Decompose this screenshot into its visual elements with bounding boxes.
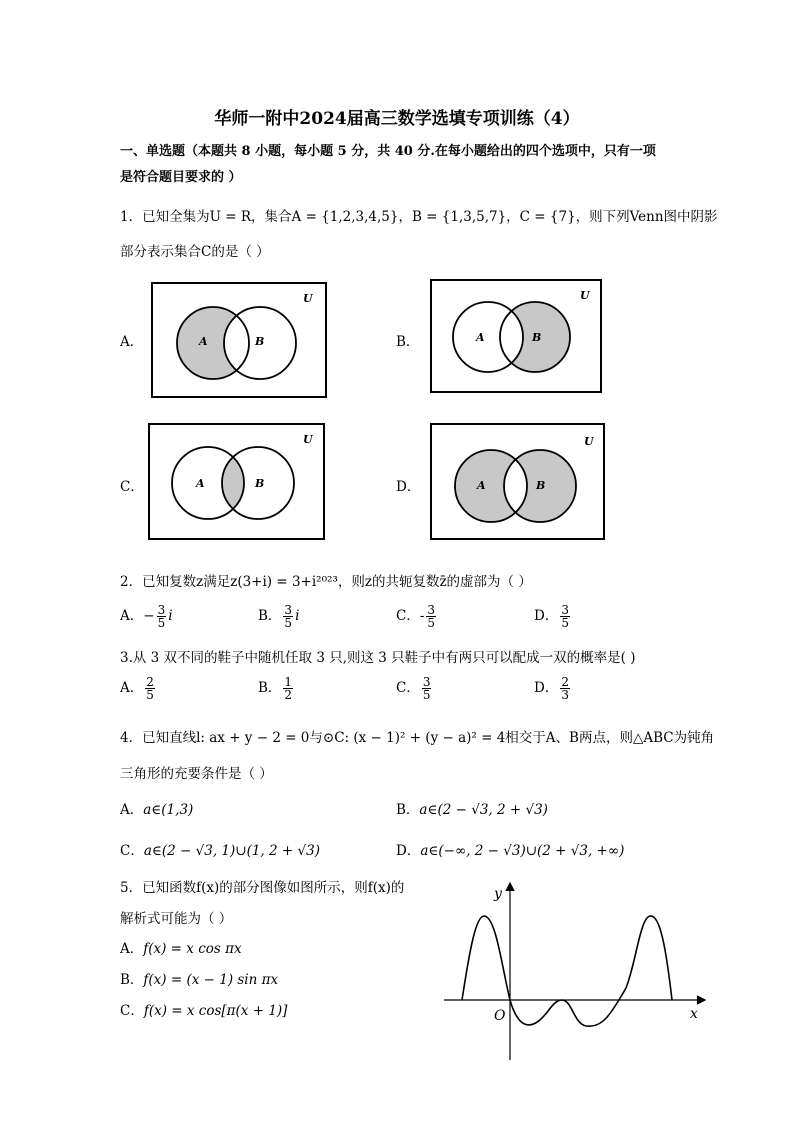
option-letter: B． (396, 802, 420, 818)
option-letter: A． (120, 608, 144, 624)
venn-diagram-c (148, 423, 325, 540)
section-header-line2: 是符合题目要求的 ） (120, 170, 242, 185)
option-fraction: $\frac{1}{2}$ (284, 675, 293, 702)
q4-option-b[interactable] (396, 798, 548, 818)
q1-option-c-letter[interactable]: C． (120, 479, 144, 495)
label-b: B (536, 479, 546, 492)
q3-option-c[interactable] (396, 676, 433, 701)
option-letter: D． (534, 680, 559, 696)
q2-option-b[interactable] (258, 604, 299, 629)
option-fraction: $\frac{3}{5}$ (427, 603, 436, 630)
option-sign: − (143, 608, 155, 624)
option-letter: B． (258, 608, 282, 624)
option-text: f(x) = x cos[π(x + 1)] (143, 1003, 288, 1019)
q3-stem: 3.从 3 双不同的鞋子中随机任取 3 只,则这 3 只鞋子中有两只可以配成一双的概率是( ) (120, 650, 636, 666)
q2-option-c[interactable] (396, 604, 438, 629)
option-letter: D． (396, 843, 421, 859)
option-fraction: $\frac{3}{5}$ (157, 603, 166, 630)
x-axis-label: x (690, 1006, 698, 1022)
option-text: f(x) = (x − 1) sin πx (143, 972, 279, 988)
q5-stem-line2: 解析式可能为（ ） (120, 911, 233, 927)
option-fraction: $\frac{3}{5}$ (284, 603, 293, 630)
option-fraction: $\frac{3}{5}$ (561, 603, 569, 630)
page-title: 华师一附中2024届高三数学选填专项训练（4） (214, 109, 580, 129)
q2-option-d[interactable] (534, 604, 572, 629)
q1-option-b-letter[interactable]: B． (396, 334, 420, 350)
q4-option-c[interactable] (120, 839, 320, 859)
venn-diagram-a (151, 282, 327, 398)
option-fraction: $\frac{2}{3}$ (561, 675, 569, 702)
q3-option-d[interactable] (534, 676, 572, 701)
option-letter: B． (258, 680, 282, 696)
option-letter: D． (534, 608, 559, 624)
q5-stem-line1: 5．已知函数f(x)的部分图像如图所示，则f(x)的 (120, 880, 405, 896)
q4-option-a[interactable] (120, 798, 193, 818)
q3-option-b[interactable] (258, 676, 295, 701)
option-text: a∈(2 − √3, 2 + √3) (419, 802, 548, 818)
q5-option-b[interactable] (120, 968, 278, 988)
option-text: a∈(1,3) (143, 802, 194, 818)
option-letter: A． (120, 680, 144, 696)
option-text: a∈(−∞, 2 − √3)∪(2 + √3, +∞) (420, 843, 625, 859)
origin-label: O (494, 1008, 506, 1024)
q3-option-a[interactable] (120, 676, 157, 701)
label-u: U (303, 292, 313, 305)
label-b: B (255, 477, 265, 490)
label-a: A (199, 335, 208, 348)
label-u: U (584, 435, 594, 448)
label-a: A (476, 331, 485, 344)
option-unit: i (295, 608, 300, 624)
option-letter: C． (396, 680, 420, 696)
venn-diagram-b (430, 279, 602, 393)
option-fraction: $\frac{3}{5}$ (422, 675, 431, 702)
q4-stem-line1: 4．已知直线l: ax + y − 2 = 0与⊙C: (x − 1)² + (y − a)² = 4相交于A、B两点，则△ABC为钝角 (120, 730, 715, 746)
label-u: U (303, 433, 313, 446)
option-letter: C． (120, 1003, 144, 1019)
option-letter: C． (120, 843, 144, 859)
option-letter: A． (120, 941, 144, 957)
q2-option-a[interactable] (120, 604, 173, 629)
label-a: A (196, 477, 205, 490)
option-letter: A． (120, 802, 144, 818)
option-letter: C． (396, 608, 420, 624)
q1-option-a-letter[interactable]: A． (120, 334, 144, 350)
q1-stem-line1: 1．已知全集为U = R，集合A = {1,2,3,4,5}，B = {1,3,5,7}，C = {7}，则下列Venn图中阴影 (120, 209, 718, 225)
option-letter: B． (120, 972, 144, 988)
label-a: A (477, 479, 486, 492)
q1-stem-line2: 部分表示集合C的是（ ） (120, 244, 270, 260)
label-b: B (255, 335, 265, 348)
q4-stem-line2: 三角形的充要条件是（ ） (120, 766, 273, 782)
q1-option-d-letter[interactable]: D． (396, 479, 421, 495)
option-unit: i (168, 608, 173, 624)
q2-stem: 2．已知复数z满足z(3+i) = 3+i²⁰²³，则z的共轭复数z̄的虚部为（ ） (120, 574, 532, 590)
y-axis-label: y (494, 886, 502, 902)
label-b: B (532, 331, 542, 344)
q5-option-c[interactable] (120, 999, 287, 1019)
option-fraction: $\frac{2}{5}$ (146, 675, 154, 702)
label-u: U (580, 289, 590, 302)
option-text: a∈(2 − √3, 1)∪(1, 2 + √3) (143, 843, 320, 859)
option-text: f(x) = x cos πx (143, 941, 242, 957)
function-graph (440, 878, 712, 1063)
option-sign: - (419, 608, 425, 624)
q4-option-d[interactable] (396, 839, 624, 859)
q5-option-a[interactable] (120, 937, 242, 957)
section-header-line1: 一、单选题（本题共 8 小题，每小题 5 分，共 40 分.在每小题给出的四个选项中，只有一项 (120, 144, 656, 159)
venn-diagram-d (430, 423, 605, 540)
